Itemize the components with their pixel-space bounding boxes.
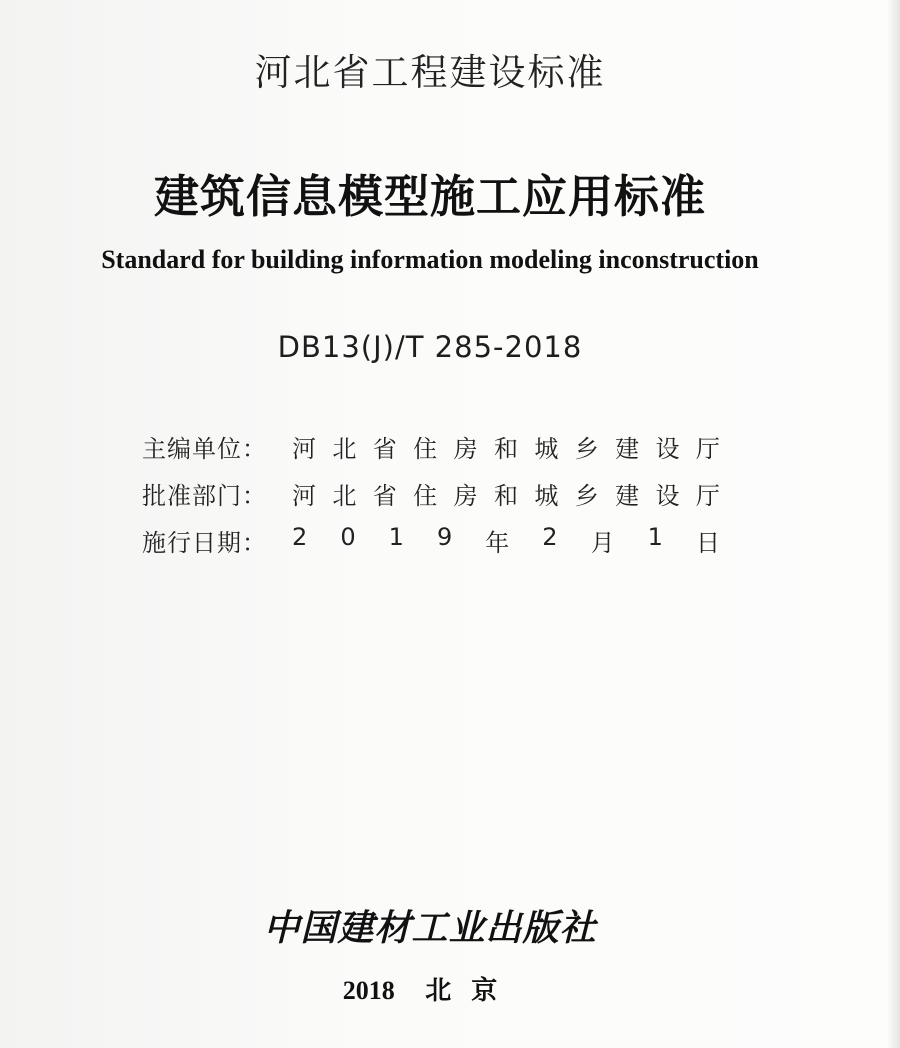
approver-row bbox=[142, 470, 742, 517]
approver-value bbox=[292, 476, 720, 511]
publication-city: 北京 bbox=[425, 976, 518, 1005]
approver-label: 批准部门： bbox=[142, 482, 267, 510]
editor-value bbox=[292, 429, 720, 464]
approver-char: 乡 bbox=[574, 482, 599, 510]
editor-char: 省 bbox=[372, 435, 397, 463]
editor-char: 设 bbox=[655, 435, 680, 463]
approver-char: 城 bbox=[534, 482, 559, 510]
publication-year: 2018 bbox=[342, 976, 395, 1005]
standard-code: DB13(J)/T 285-2018 bbox=[277, 330, 583, 364]
editor-char: 北 bbox=[332, 435, 357, 463]
approver-char: 设 bbox=[655, 482, 680, 510]
editor-char: 城 bbox=[534, 435, 559, 463]
approver-char: 住 bbox=[413, 482, 438, 510]
date-char: 月 bbox=[590, 529, 615, 557]
date-char: 年 bbox=[485, 529, 510, 557]
approver-char: 厅 bbox=[695, 482, 720, 510]
info-block bbox=[142, 423, 742, 564]
date-char: 2 bbox=[292, 523, 308, 551]
effective-date-row bbox=[142, 517, 742, 564]
approver-char: 和 bbox=[493, 482, 518, 510]
editor-label: 主编单位： bbox=[142, 435, 267, 463]
date-char: 9 bbox=[436, 523, 453, 551]
date-char: 2 bbox=[542, 523, 558, 551]
publisher-name: 中国建材工业出版社 bbox=[263, 907, 597, 949]
date-char: 日 bbox=[695, 529, 720, 557]
approver-char: 建 bbox=[615, 482, 640, 510]
document-title-chinese: 建筑信息模型施工应用标准 bbox=[153, 170, 706, 223]
effective-date-label: 施行日期： bbox=[142, 529, 267, 557]
effective-date-value bbox=[292, 523, 720, 558]
publication-year-place bbox=[0, 970, 860, 1007]
editor-char: 河 bbox=[292, 435, 316, 463]
page-edge-shadow bbox=[888, 0, 900, 1048]
date-char: 1 bbox=[647, 523, 663, 551]
editor-char: 和 bbox=[493, 435, 518, 463]
approver-char: 北 bbox=[332, 482, 357, 510]
editor-char: 住 bbox=[413, 435, 438, 463]
editor-row bbox=[142, 423, 742, 470]
standard-series: 河北省工程建设标准 bbox=[254, 51, 606, 94]
editor-char: 房 bbox=[453, 435, 478, 463]
date-char: 0 bbox=[340, 523, 356, 551]
document-title-english: Standard for building information modeling inconstruction bbox=[101, 245, 759, 274]
approver-char: 省 bbox=[372, 482, 397, 510]
editor-char: 乡 bbox=[574, 435, 599, 463]
approver-char: 河 bbox=[292, 482, 316, 510]
editor-char: 建 bbox=[615, 435, 640, 463]
approver-char: 房 bbox=[453, 482, 478, 510]
date-char: 1 bbox=[388, 523, 404, 551]
editor-char: 厅 bbox=[695, 435, 720, 463]
